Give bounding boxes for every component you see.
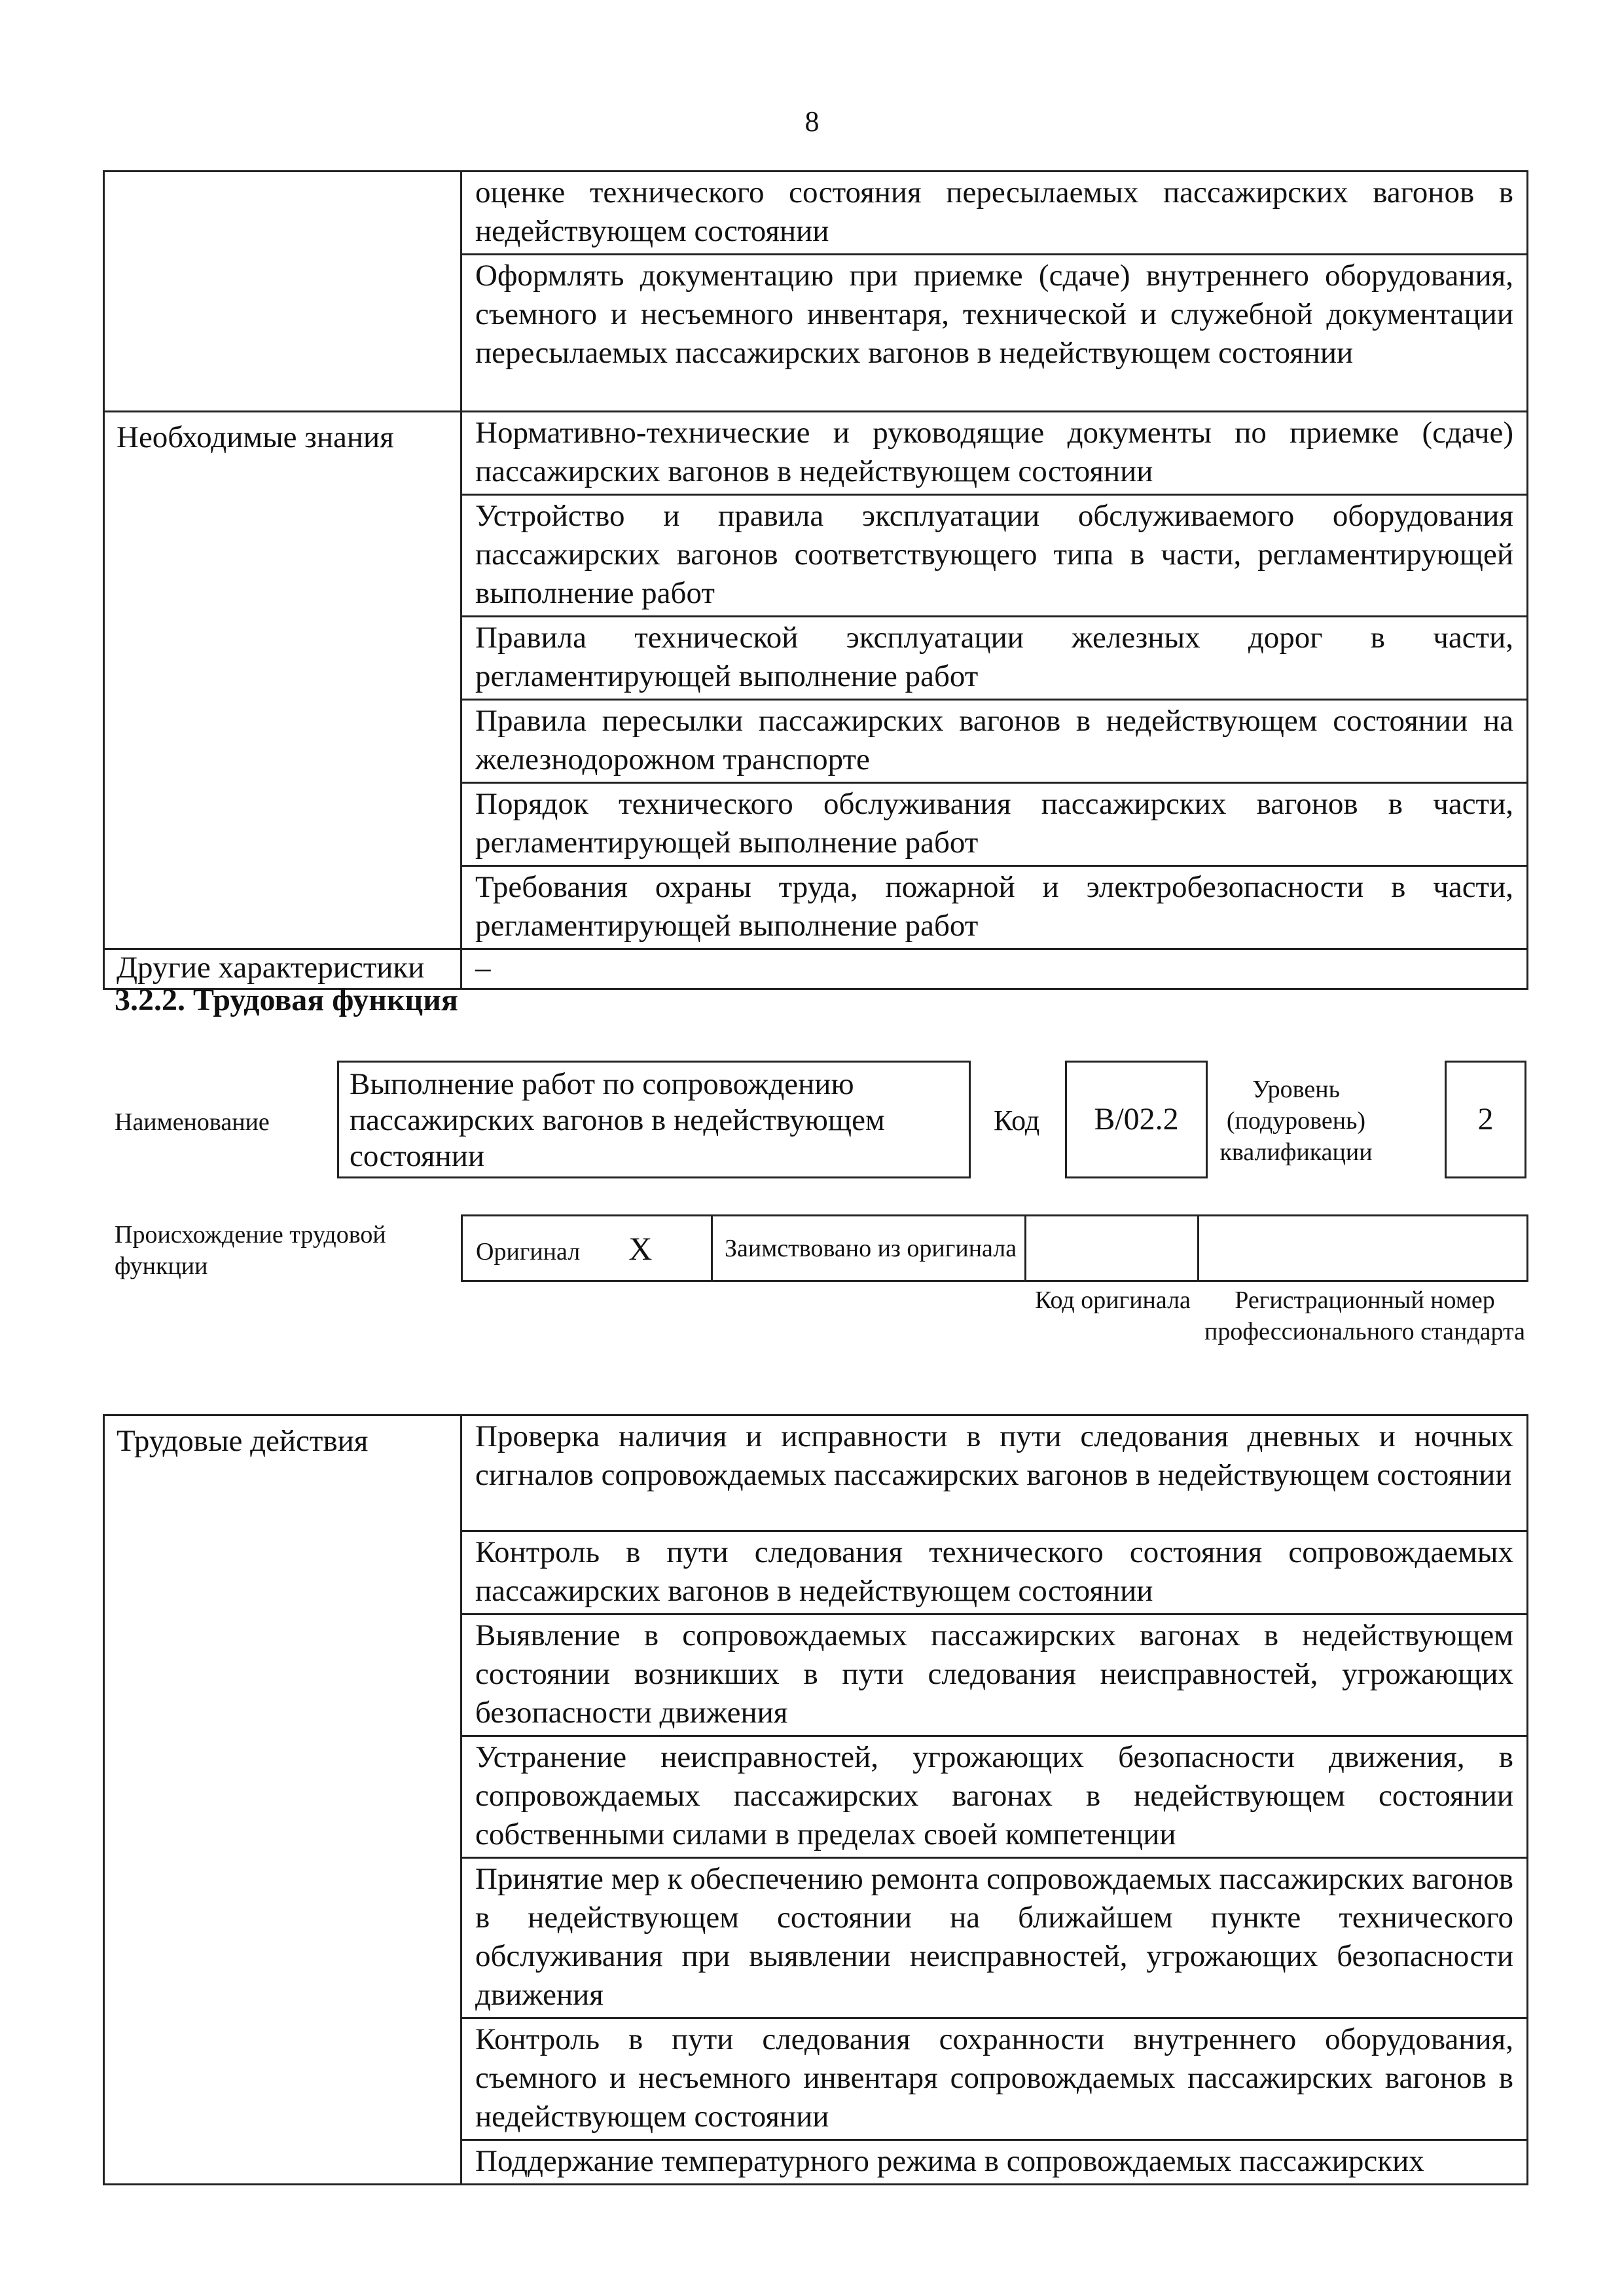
borrowed-label: Заимствовано из оригинала: [712, 1216, 1026, 1281]
reg-number-cell: [1199, 1216, 1528, 1281]
action-row: Выявление в сопровождаемых пассажирских вагонах в недействующем состоянии возникших в пути следования неисправностей, угрожающих безопасности движения: [461, 1614, 1528, 1736]
level-value: 2: [1477, 1102, 1494, 1137]
action-row: Проверка наличия и исправности в пути следования дневных и ночных сигналов сопровождаемых пассажирских вагонов в недействующем состоянии: [461, 1415, 1528, 1531]
knowledge-label: Необходимые знания: [104, 412, 461, 949]
origin-table: [461, 1214, 1528, 1282]
function-name-box: [337, 1061, 971, 1178]
empty-label-cell: [104, 172, 461, 412]
actions-label: Трудовые действия: [104, 1415, 461, 2185]
reg-caption: Регистрационный номер профессионального стандарта: [1204, 1286, 1525, 1345]
actions-table: [103, 1414, 1528, 2185]
action-row: Принятие мер к обеспечению ремонта сопровождаемых пассажирских вагонов в недействующем состоянии на ближайшем пункте технического обслуживания при выявлении неисправностей, угрожающих безопасности движения: [461, 1858, 1528, 2018]
knowledge-row: Правила технической эксплуатации железных дорог в части, регламентирующей выполнение работ: [461, 617, 1528, 700]
other-label: Другие характеристики: [104, 949, 461, 989]
origin-label: Происхождение трудовой функции: [115, 1221, 386, 1280]
knowledge-row: Правила пересылки пассажирских вагонов в недействующем состоянии на железнодорожном транспорте: [461, 700, 1528, 783]
action-row: Поддержание температурного режима в сопровождаемых пассажирских: [461, 2140, 1528, 2185]
original-label: Оригинал: [476, 1237, 581, 1266]
level-box: [1445, 1061, 1526, 1178]
name-label: Наименование: [115, 1108, 270, 1136]
knowledge-table: [103, 170, 1528, 990]
original-code-cell: [1026, 1216, 1199, 1281]
code-value: В/02.2: [1094, 1102, 1179, 1137]
section-heading: 3.2.2. Трудовая функция: [115, 983, 458, 1017]
code-label: Код: [994, 1104, 1040, 1137]
action-row: Контроль в пути следования сохранности внутреннего оборудования, съемного и несъемного инвентаря сопровождаемых пассажирских вагонов в недействующем состоянии: [461, 2018, 1528, 2140]
level-label: Уровень (подуровень) квалификации: [1219, 1076, 1373, 1166]
skill-row: оценке технического состояния пересылаемых пассажирских вагонов в недействующем состоянии: [461, 172, 1528, 255]
original-cell: [462, 1216, 712, 1281]
knowledge-row: Нормативно-технические и руководящие документы по приемке (сдаче) пассажирских вагонов в недействующем состоянии: [461, 412, 1528, 495]
action-row: Контроль в пути следования технического состояния сопровождаемых пассажирских вагонов в недействующем состоянии: [461, 1531, 1528, 1614]
page-number: 8: [804, 105, 820, 137]
original-mark: X: [628, 1230, 653, 1267]
code-caption: Код оригинала: [1035, 1286, 1191, 1314]
knowledge-row: Порядок технического обслуживания пассажирских вагонов в части, регламентирующей выполнение работ: [461, 783, 1528, 866]
code-box: [1065, 1061, 1208, 1178]
skill-row: Оформлять документацию при приемке (сдаче) внутреннего оборудования, съемного и несъемного инвентаря, технической и служебной документации пересылаемых пассажирских вагонов в недействующем состоянии: [461, 255, 1528, 412]
function-name: Выполнение работ по сопровождению пассажирских вагонов в недействующем состоянии: [350, 1067, 885, 1173]
other-value: –: [461, 949, 1528, 989]
knowledge-row: Требования охраны труда, пожарной и электробезопасности в части, регламентирующей выполнение работ: [461, 866, 1528, 949]
action-row: Устранение неисправностей, угрожающих безопасности движения, в сопровождаемых пассажирских вагонах в недействующем состоянии собственными силами в пределах своей компетенции: [461, 1736, 1528, 1858]
knowledge-row: Устройство и правила эксплуатации обслуживаемого оборудования пассажирских вагонов соответствующего типа в части, регламентирующей выполнение работ: [461, 495, 1528, 617]
